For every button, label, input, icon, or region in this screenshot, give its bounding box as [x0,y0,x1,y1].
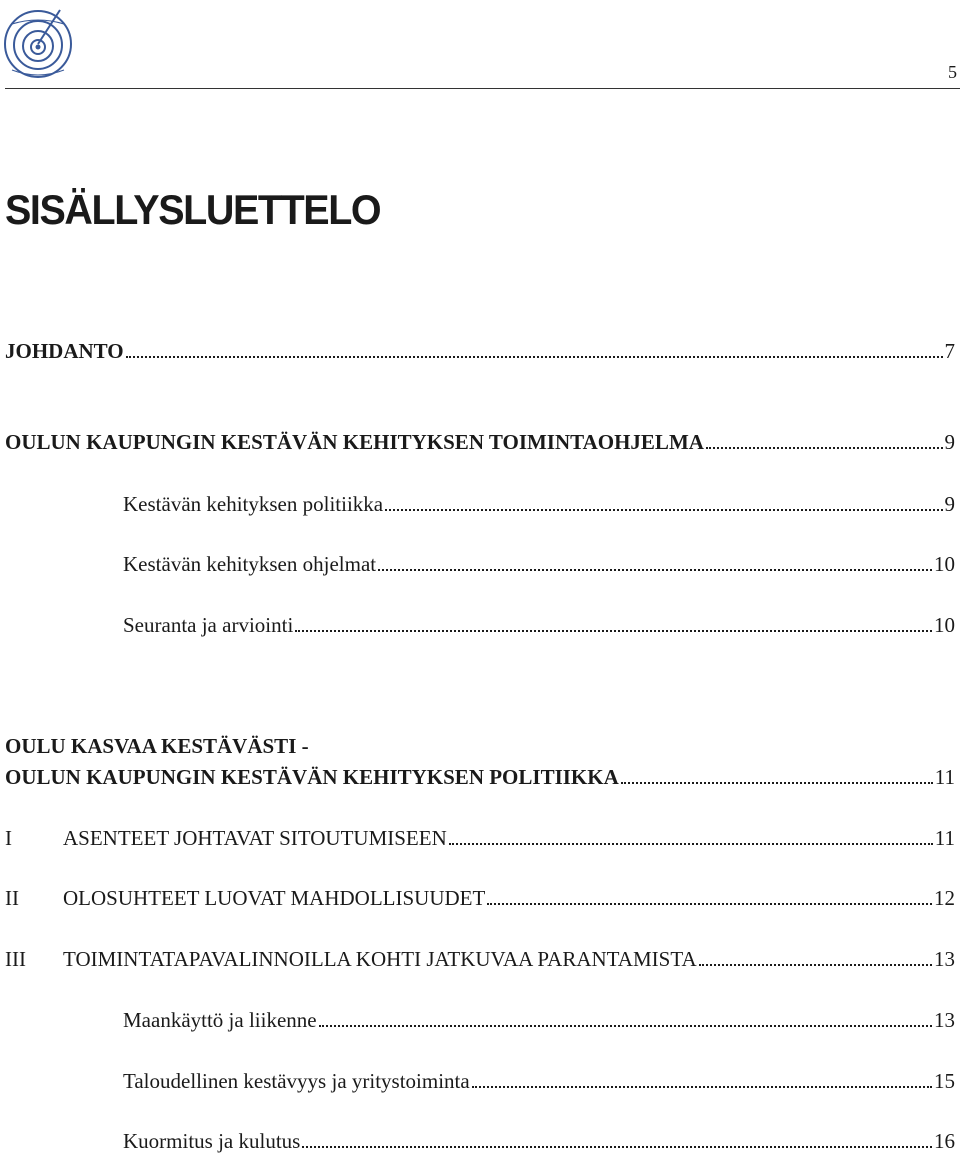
toc-entry-label: OLOSUHTEET LUOVAT MAHDOLLISUUDET [63,886,486,910]
toc-entry-label: Kestävän kehityksen politiikka [123,492,384,516]
page-title: SISÄLLYSLUETTELO [5,186,381,233]
logo-icon [2,4,74,84]
toc-entry-asenteet[interactable] [5,824,955,852]
dot-leader [319,1006,932,1034]
toc-entry-maankaytto[interactable] [123,1006,955,1034]
toc-entry-olosuhteet[interactable] [5,884,955,912]
dot-leader [385,490,942,518]
toc-entry-page: 13 [934,1008,955,1032]
toc-entry-page: 15 [934,1069,955,1093]
toc-entry-johdanto[interactable] [5,337,955,365]
toc-entry-label: JOHDANTO [5,339,124,363]
toc-entry-kasvaa[interactable] [5,763,955,791]
toc-entry-number: I [5,826,12,850]
toc-entry-seuranta[interactable] [123,611,955,639]
dot-leader [449,824,933,852]
toc-entry-label: Kestävän kehityksen ohjelmat [123,552,377,576]
dot-leader [126,337,943,365]
page-number: 5 [948,62,957,82]
toc-entry-label: Kuormitus ja kulutus [123,1129,301,1153]
toc-entry-page: 7 [944,339,955,363]
dot-leader [302,1127,932,1155]
toc-entry-label: OULUN KAUPUNGIN KESTÄVÄN KEHITYKSEN POLITIIKKA [5,765,619,789]
toc-entry-page: 12 [934,886,955,910]
toc-entry-ohjelmat[interactable] [123,550,955,578]
toc-entry-taloudellinen[interactable] [123,1067,955,1095]
toc-entry-label: Taloudellinen kestävyys ja yritystoiminta [123,1069,470,1093]
toc-entry-page: 9 [944,430,955,454]
dot-leader [621,763,933,791]
toc-entry-toimintaohjelma[interactable] [5,428,955,456]
dot-leader [295,611,932,639]
toc-entry-page: 10 [934,552,955,576]
header-divider [5,88,960,89]
dot-leader [699,945,932,973]
toc-entry-politiikka[interactable] [123,490,955,518]
toc-entry-page: 13 [934,947,955,971]
toc-entry-label: TOIMINTATAPAVALINNOILLA KOHTI JATKUVAA PARANTAMISTA [63,947,697,971]
toc-entry-page: 11 [934,765,955,789]
toc-entry-number: II [5,886,19,910]
toc-entry-label: Maankäyttö ja liikenne [123,1008,317,1032]
toc-entry-label: Seuranta ja arviointi [123,613,294,637]
toc-entry-page: 10 [934,613,955,637]
dot-leader [472,1067,932,1095]
toc-entry-toimintatapa[interactable] [5,945,955,973]
dot-leader [706,428,943,456]
toc-entry-page: 9 [944,492,955,516]
toc-entry-kuormitus[interactable] [123,1127,955,1155]
dot-leader [378,550,932,578]
toc-heading-kasvaa: OULU KASVAA KESTÄVÄSTI - [5,734,309,758]
toc-entry-page: 11 [934,826,955,850]
toc-entry-page: 16 [934,1129,955,1153]
toc-entry-label: OULUN KAUPUNGIN KESTÄVÄN KEHITYKSEN TOIMINTAOHJELMA [5,430,704,454]
toc-entry-number: III [5,947,26,971]
toc-entry-label: ASENTEET JOHTAVAT SITOUTUMISEEN [63,826,447,850]
dot-leader [487,884,932,912]
